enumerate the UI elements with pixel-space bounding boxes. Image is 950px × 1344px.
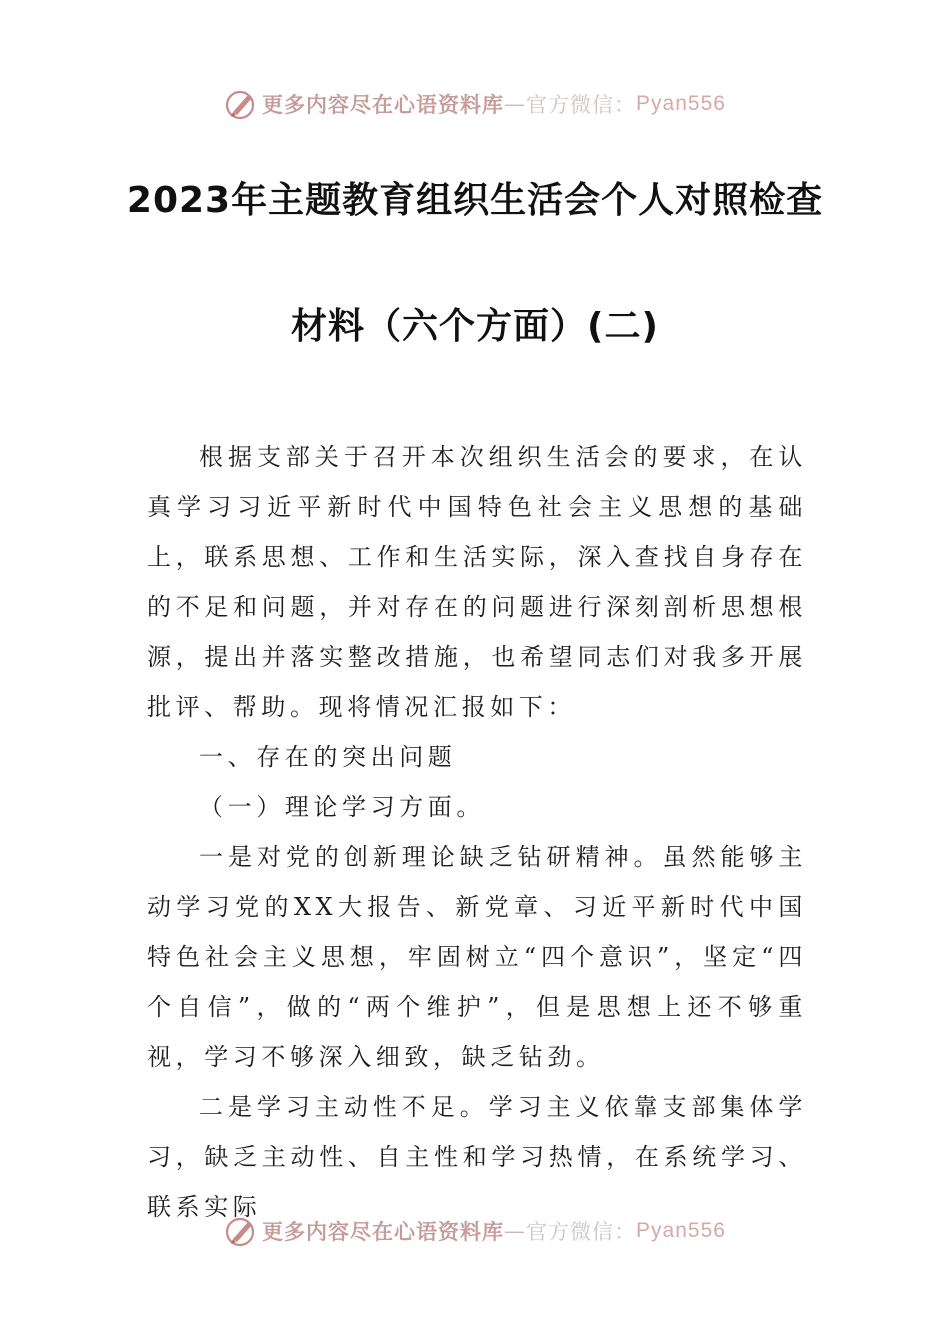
footer-official-label: 官方微信： [526, 1220, 637, 1244]
paragraph-point-one: 一是对党的创新理论缺乏钻研精神。虽然能够主动学习党的XX大报告、新党章、习近平新时代中国特色社会主义思想，牢固树立“四个意识”，坚定“四个自信”，做的“两个维护”，但是思想上还不够重视，学习不够深入细致，缺乏钻劲。 [147, 843, 807, 1071]
document-title-line-2: 材料（六个方面）(二) [291, 306, 659, 347]
subsection-heading-theory: （一）理论学习方面。 [199, 793, 485, 821]
paragraph-intro: 根据支部关于召开本次组织生活会的要求，在认真学习习近平新时代中国特色社会主义思想的基础上，联系思想、工作和生活实际，深入查找自身存在的不足和问题，并对存在的问题进行深刻剖析思想根源，提出并落实整改措施，也希望同志们对我多开展批评、帮助。现将情况汇报如下： [147, 443, 807, 721]
document-title-line-1: 2023年主题教育组织生活会个人对照检查 [126, 180, 824, 221]
header-official-label: 官方微信： [526, 93, 637, 117]
footer-wechat-id: Pyan556 [636, 1219, 726, 1242]
header-brand-text: 更多内容尽在心语资料库 [262, 92, 505, 117]
header-watermark-banner [0, 84, 950, 124]
pen-logo-icon [224, 1214, 258, 1248]
document-body [147, 432, 807, 1232]
header-wechat-id: Pyan556 [636, 92, 726, 115]
footer-brand-text: 更多内容尽在心语资料库 [262, 1219, 505, 1244]
footer-separator: — [504, 1219, 527, 1243]
header-separator: — [504, 92, 527, 116]
section-heading-problems: 一、存在的突出问题 [199, 743, 457, 771]
paragraph-point-two: 二是学习主动性不足。学习主义依靠支部集体学习，缺乏主动性、自主性和学习热情，在系统学习、联系实际 [147, 1093, 807, 1221]
pen-logo-icon [224, 87, 258, 121]
footer-watermark-banner [0, 1211, 950, 1251]
